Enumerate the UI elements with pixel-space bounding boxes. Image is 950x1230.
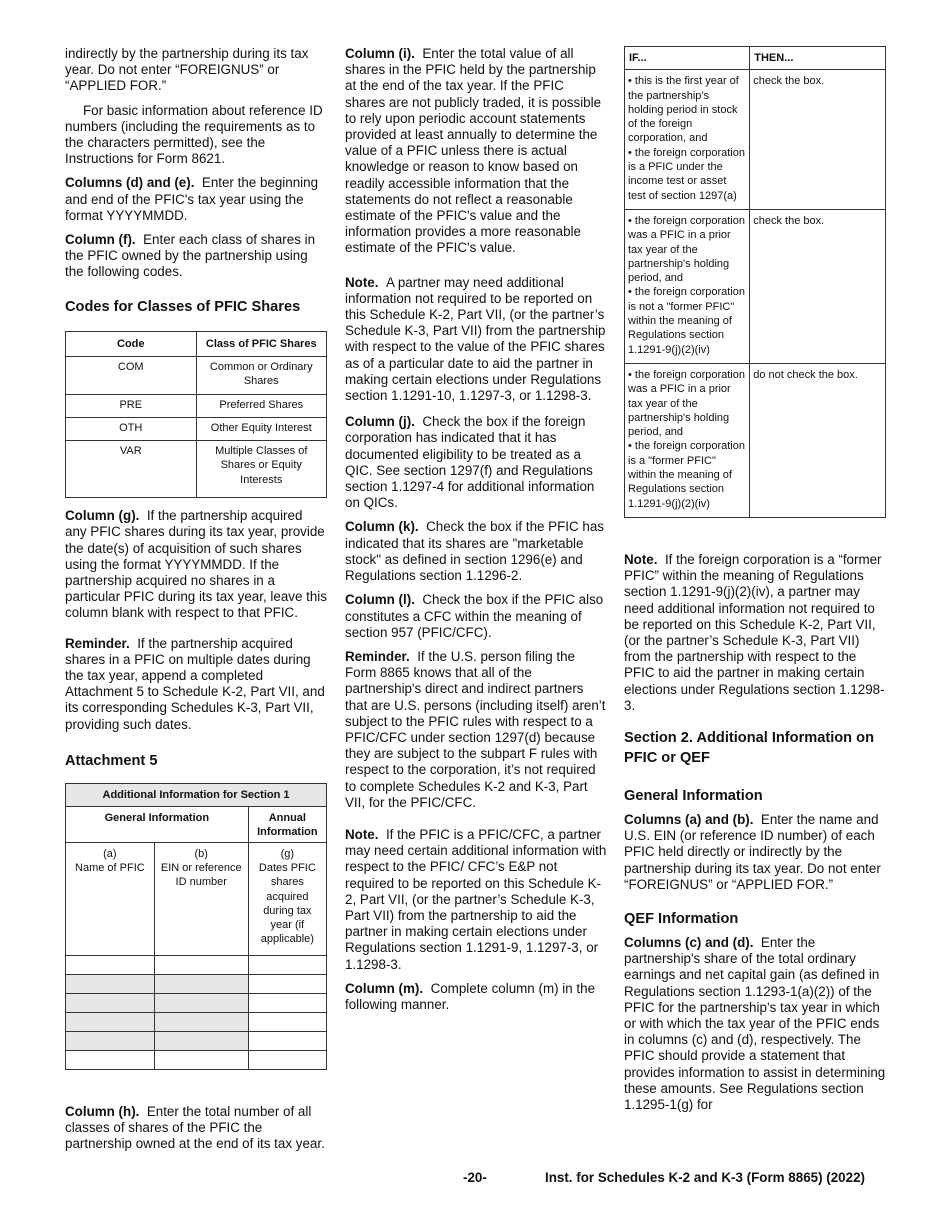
- table-cell[interactable]: [248, 1050, 326, 1069]
- column-f-heading: Column (f).: [65, 232, 136, 248]
- table-cell[interactable]: [154, 955, 248, 974]
- table-column-header: (b) EIN or reference ID number: [154, 842, 248, 955]
- column-h-heading: Column (h).: [65, 1103, 140, 1119]
- table-header-row: [66, 842, 327, 955]
- intro-paragraph: indirectly by the partnership during its tax year. Do not enter “FOREIGNUS” or “APPLIED FOR.”: [65, 46, 309, 94]
- column-h-paragraph: [65, 1104, 327, 1153]
- table-cell[interactable]: [66, 1012, 155, 1031]
- table-cell-if: • the foreign corporation was a PFIC in a prior tax year of the partnership's holding period, and • the foreign corporation is not a "former PFIC" within the meaning of Regulations section 1.1291-9(j)(2)(iv): [625, 209, 750, 363]
- column-g-paragraph: [65, 508, 327, 621]
- table-cell[interactable]: [154, 974, 248, 993]
- attachment-table: [65, 783, 327, 1070]
- columns-a-b-text: Enter the name and U.S. EIN (or reference ID number) of each PFIC held directly or indirectly by the partnership during its tax year. Do not enter “FOREIGNUS” or “APPLIED FOR.”: [624, 811, 881, 892]
- reminder-heading: Reminder.: [65, 635, 130, 651]
- table-cell[interactable]: [248, 993, 326, 1012]
- table-cell-then: do not check the box.: [750, 363, 886, 517]
- table-cell[interactable]: [66, 974, 155, 993]
- reminder-pfic-cfc-text: If the U.S. person filing the Form 8865 knows that all of the partnership's direct and indirect partners that are U.S. persons (including itself) aren’t subject to the PFIC rules with respect to a PFIC/CFC under section 1297(d) because they are subject to the subpart F rules with respect to the corporation, it’s not required to complete Schedules K-2 and K-3, Part VII, for the PFIC/CFC.: [345, 648, 606, 810]
- table-cell: Common or Ordinary Shares: [196, 356, 327, 394]
- columns-c-d-heading: Columns (c) and (d).: [624, 934, 754, 950]
- column-m-paragraph: [345, 981, 607, 1013]
- table-row: [66, 955, 327, 974]
- table-cell[interactable]: [154, 1012, 248, 1031]
- table-column-header: (a) Name of PFIC: [66, 842, 155, 955]
- table-cell: OTH: [66, 417, 197, 440]
- column-m-heading: Column (m).: [345, 980, 424, 996]
- columns-a-b-paragraph: [624, 812, 886, 893]
- page-number: -20-: [463, 1170, 487, 1185]
- table-cell[interactable]: [154, 993, 248, 1012]
- note-heading: Note.: [345, 274, 379, 290]
- note-heading: Note.: [624, 551, 658, 567]
- codes-heading: Codes for Classes of PFIC Shares: [65, 298, 301, 315]
- reminder-paragraph: [65, 636, 327, 733]
- table-row: [66, 1031, 327, 1050]
- note-value-text: A partner may need additional information not required to be reported on this Schedule K-2, Part VII, (or the partner’s Schedule K-3, Part VII) from the partnership with respect to the value of the PFIC shares as of a particular date to aid the partner in making certain elections under Regulations section 1.1291-10, 1.1297-3, or 1.1298-3.: [345, 274, 606, 404]
- column-l-heading: Column (l).: [345, 592, 415, 608]
- table-cell[interactable]: [248, 955, 326, 974]
- column-f-text: Enter each class of shares in the PFIC owned by the partnership using the following codes.: [65, 232, 316, 280]
- table-row: [66, 441, 327, 498]
- table-row: [66, 1012, 327, 1031]
- table-cell[interactable]: [154, 1050, 248, 1069]
- table-header: Code: [66, 331, 197, 356]
- note-former-pfic-text: If the foreign corporation is a “former PFIC” within the meaning of Regulations section 1.1291-9(j)(2)(iv), a partner may need additional information not required to be reported on this Schedule K-2, Part VII, (or the partner’s Schedule K-3, Part VII) from the partnership with respect to the PFIC to aid the partner in making certain elections under Regulations section 1.1298-3.: [624, 551, 885, 713]
- table-cell-if: • the foreign corporation was a PFIC in a prior tax year of the partnership's holding period, and • the foreign corporation is a "former PFIC" within the meaning of Regulations section 1.1291-9(j)(2)(iv): [625, 363, 750, 517]
- column-i-heading: Column (i).: [345, 46, 415, 61]
- column-m-text: Complete column (m) in the following manner.: [345, 980, 596, 1012]
- table-cell: COM: [66, 356, 197, 394]
- table-cell: Preferred Shares: [196, 394, 327, 417]
- note-pfic-cfc-paragraph: [345, 827, 607, 973]
- table-header: Class of PFIC Shares: [196, 331, 327, 356]
- column-i-text: Enter the total value of all shares in the PFIC held by the partnership at the end of the tax year. If the PFIC shares are not publicly traded, it is possible to rely upon periodic account statements provided at least annually to determine the value of a PFIC unless there is actual knowledge or reason to know based on readily accessible information that the statements do not reflect a reasonable estimate of the PFIC's value and the information provides a more reasonable estimate of the PFIC's value.: [345, 46, 602, 256]
- note-former-pfic-paragraph: [624, 552, 886, 714]
- table-cell: Other Equity Interest: [196, 417, 327, 440]
- table-row: [66, 356, 327, 394]
- table-row: [66, 1050, 327, 1069]
- table-group-header: Annual Information: [248, 807, 326, 843]
- table-cell: VAR: [66, 441, 197, 498]
- table-cell[interactable]: [66, 955, 155, 974]
- table-cell[interactable]: [154, 1031, 248, 1050]
- general-information-heading: General Information: [624, 787, 763, 804]
- column-g-heading: Column (g).: [65, 508, 140, 524]
- table-header-row: [66, 331, 327, 356]
- column-l-text: Check the box if the PFIC also constitutes a CFC within the meaning of section 957 (PFIC/CFC).: [345, 592, 604, 640]
- table-row: [66, 417, 327, 440]
- table-cell[interactable]: [66, 1050, 155, 1069]
- columns-c-d-text: Enter the partnership's share of the total ordinary earnings and net capital gain (as defined in Regulations section 1.1293-1(a)(2)) of the PFIC for the partnership’s tax year in which or with which the tax year of the PFIC ends in columns (c) and (d), respectively. The PFIC should provide a statement that provides information to assist in determining these amounts. See Regulations section 1.1295-1(g) for: [624, 934, 886, 1112]
- table-cell-if: • this is the first year of the partnership's holding period in stock of the foreign corporation, and • the foreign corporation is a PFIC under the income test or asset test of section 1297(a): [625, 70, 750, 210]
- table-cell[interactable]: [66, 993, 155, 1012]
- table-cell-then: check the box.: [750, 209, 886, 363]
- qef-information-heading: QEF Information: [624, 910, 739, 927]
- table-header-row: [66, 783, 327, 806]
- note-heading: Note.: [345, 826, 379, 842]
- column-j-text: Check the box if the foreign corporation has indicated that it has documented eligibility to be treated as a QIC. See section 1297(f) and Regulations section 1.1297-4 for additional information on QICs.: [345, 414, 595, 511]
- column-left: [65, 46, 327, 1160]
- table-group-header: General Information: [66, 807, 249, 843]
- column-g-text: If the partnership acquired any PFIC shares during its tax year, provide the date(s) of acquisition of such shares using the format YYYYMMDD. If the partnership acquired no shares in a particular PFIC during its tax year, leave this column blank with respect to that PFIC.: [65, 508, 327, 621]
- if-then-table: [624, 46, 886, 518]
- column-right: [624, 46, 886, 1121]
- reminder-heading: Reminder.: [345, 648, 410, 664]
- table-column-header: (g) Dates PFIC shares acquired during tax year (if applicable): [248, 842, 326, 955]
- table-cell[interactable]: [248, 1012, 326, 1031]
- column-middle: [345, 46, 607, 1021]
- columns-a-b-heading: Columns (a) and (b).: [624, 811, 754, 827]
- reminder-pfic-cfc-paragraph: [345, 649, 607, 811]
- table-header: THEN...: [750, 47, 886, 70]
- column-f-paragraph: [65, 232, 327, 281]
- note-pfic-cfc-text: If the PFIC is a PFIC/CFC, a partner may need certain additional information with respect to the PFIC/ CFC’s E&P not required to be reported on this Schedule K-2, Part VII, (or the partner’s Schedule K-3, Part VII) from the partnership to aid the partner in making certain elections under Regulations section 1.1291-9, 1.1297-3, or 1.1298-3.: [345, 826, 607, 972]
- table-cell: Multiple Classes of Shares or Equity Interests: [196, 441, 327, 498]
- table-cell[interactable]: [248, 974, 326, 993]
- table-cell[interactable]: [248, 1031, 326, 1050]
- reminder-text: If the partnership acquired shares in a PFIC on multiple dates during the tax year, append a completed Attachment 5 to Schedule K-2, Part VII, and its corresponding Schedules K-3, Part VII, providing such dates.: [65, 635, 325, 732]
- column-j-paragraph: [345, 414, 607, 511]
- column-i-paragraph: [345, 46, 607, 257]
- table-row: [625, 363, 886, 517]
- column-j-heading: Column (j).: [345, 414, 415, 430]
- table-header: IF...: [625, 47, 750, 70]
- table-cell[interactable]: [66, 1031, 155, 1050]
- note-value-paragraph: [345, 275, 607, 405]
- table-row: [66, 974, 327, 993]
- column-h-text: Enter the total number of all classes of shares of the PFIC the partnership owned at the end of its tax year.: [65, 1103, 325, 1152]
- table-row: [625, 70, 886, 210]
- table-row: [66, 993, 327, 1012]
- table-header-row: [66, 807, 327, 843]
- table-title: Additional Information for Section 1: [66, 783, 327, 806]
- attachment-heading: Attachment 5: [65, 752, 158, 769]
- columns-d-e-heading: Columns (d) and (e).: [65, 175, 195, 191]
- table-row: [66, 394, 327, 417]
- basic-info-paragraph: For basic information about reference ID numbers (including the requirements as to the characters permitted), see the Instructions for Form 8621.: [65, 102, 323, 167]
- column-k-text: Check the box if the PFIC has indicated that its shares are "marketable stock" as defined in section 1296(e) and Regulations section 1.1296-2.: [345, 519, 604, 584]
- columns-d-e-text: Enter the beginning and end of the PFIC's tax year using the format YYYYMMDD.: [65, 175, 319, 223]
- column-l-paragraph: [345, 592, 607, 641]
- column-k-paragraph: [345, 519, 607, 584]
- columns-c-d-paragraph: [624, 935, 886, 1113]
- table-cell-then: check the box.: [750, 70, 886, 210]
- table-cell: PRE: [66, 394, 197, 417]
- column-k-heading: Column (k).: [345, 519, 419, 535]
- footer-title: Inst. for Schedules K-2 and K-3 (Form 8865) (2022): [545, 1170, 865, 1185]
- table-header-row: [625, 47, 886, 70]
- columns-d-e-paragraph: [65, 175, 327, 224]
- table-row: [625, 209, 886, 363]
- section-2-heading: Section 2. Additional Information on PFIC or QEF: [624, 729, 874, 766]
- codes-table: [65, 331, 327, 498]
